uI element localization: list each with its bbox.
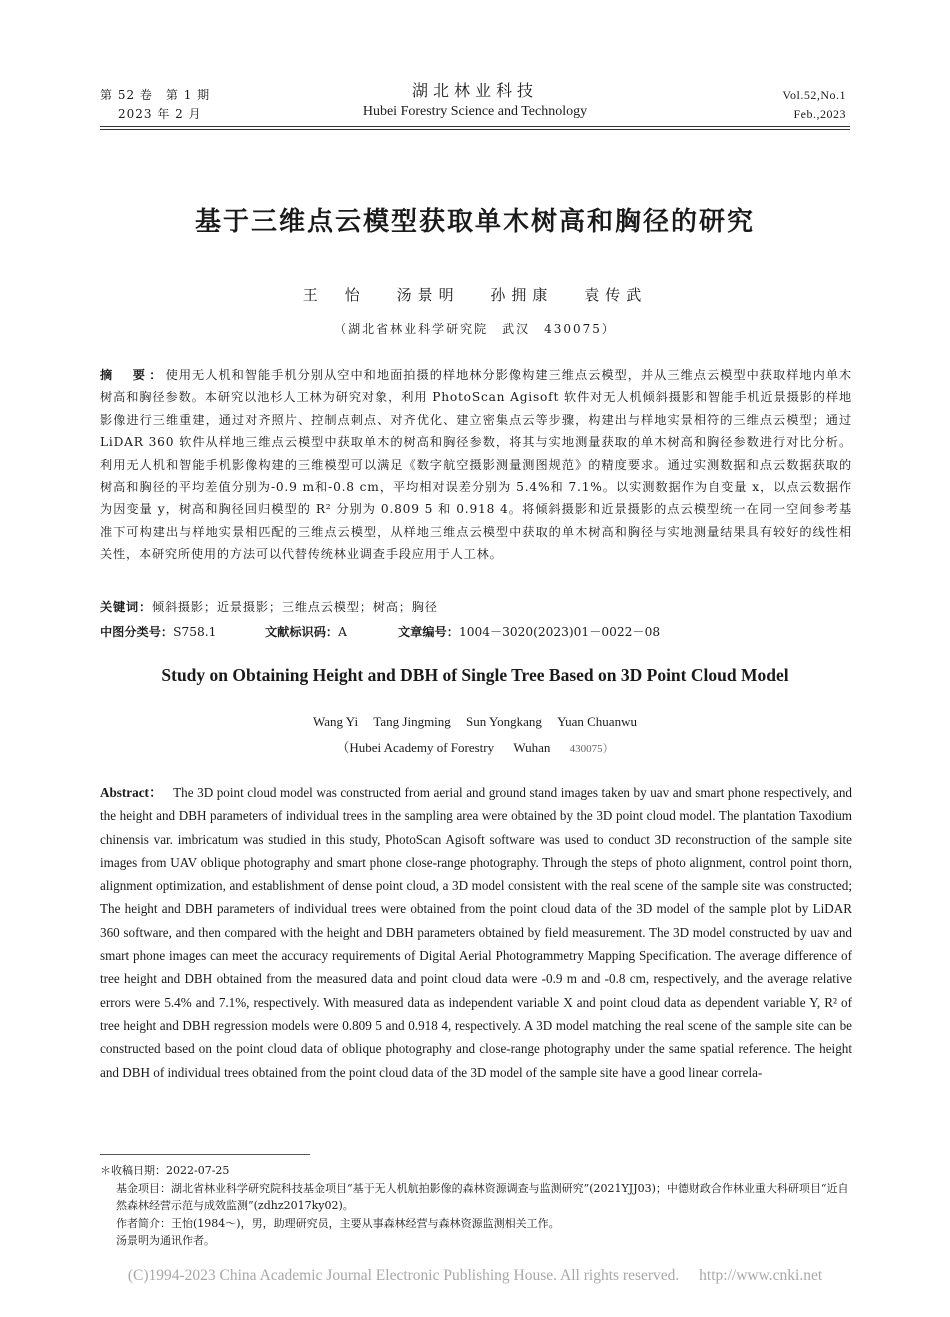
keywords-cn-label: 关键词：: [100, 600, 152, 614]
abstract-cn: [100, 364, 852, 566]
journal-name-cn: 湖北林业科技: [411, 81, 538, 100]
article-number: [398, 623, 660, 640]
affiliation-en-org: （Hubei Academy of Forestry: [336, 740, 495, 755]
author-list-cn: [0, 284, 950, 305]
affiliation-en: [0, 737, 950, 756]
copyright-notice: (C)1994-2023 China Academic Journal Electronic Publishing House. All rights reserved.: [127, 1267, 680, 1284]
volume-issue-cn: 第 52 卷 第 1 期: [100, 88, 211, 102]
date-en: Feb.,2023: [793, 107, 846, 121]
article-number-value: 1004－3020(2023)01－0022－08: [458, 625, 661, 639]
affiliation-en-city: Wuhan: [513, 740, 551, 755]
paper-title-en: Study on Obtaining Height and DBH of Single Tree Based on 3D Point Cloud Model: [161, 665, 789, 685]
author-cn: 袁传武: [584, 286, 648, 304]
document-code: [265, 623, 347, 640]
author-bio: 作者简介：王怡(1984～)，男，助理研究员，主要从事森林经营与森林资源监测相关工作。: [116, 1216, 560, 1230]
author-en: Tang Jingming: [373, 714, 451, 729]
footnotes: [100, 1162, 852, 1250]
clc-label: 中图分类号：: [100, 625, 174, 639]
abstract-en-label: Abstract：: [100, 785, 163, 800]
copyright-watermark: [0, 1267, 950, 1285]
cnki-link[interactable]: http://www.cnki.net: [699, 1267, 823, 1284]
author-list-en: [0, 714, 950, 730]
volume-issue-en: Vol.52,No.1: [782, 88, 846, 102]
header-right: [782, 86, 846, 124]
header-rule-bottom: [100, 129, 850, 130]
article-number-label: 文章编号：: [398, 625, 459, 639]
author-cn: 王 怡: [302, 286, 366, 304]
received-date: ＊收稿日期：2022-07-25: [100, 1164, 230, 1177]
footnote-divider: [100, 1154, 310, 1155]
clc-value: S758.1: [173, 625, 217, 639]
affiliation-en-zip: 430075）: [569, 743, 614, 755]
page-header: [0, 0, 950, 130]
journal-name-en: Hubei Forestry Science and Technology: [362, 104, 588, 119]
author-en: Yuan Chuanwu: [557, 714, 637, 729]
author-en: Sun Yongkang: [466, 714, 542, 729]
author-cn: 孙拥康: [490, 286, 554, 304]
abstract-en-text: The 3D point cloud model was constructed from aerial and ground stand images taken by uav and smart phone respectively, and the height and DBH parameters of individual trees in the sampling area were obtained by the 3D point cloud model. The plantation Taxodium chinensis var. imbricatum was studied in this study, PhotoScan Agisoft software was used to conduct 3D reconstruction of the sample site images from UAV oblique photography and smart phone close-range photography. Through the steps of photo alignment, control point thorn, alignment optimization, and establishment of dense point cloud, a 3D model consistent with the real scene of the sample site was constructed; The height and DBH parameters of individual trees were obtained from the point cloud data of the 3D model of the sample plot by LiDAR 360 software, and then compared with the height and DBH parameters obtained by field measurement. The 3D model constructed by uav and smart phone images can meet the accuracy requirements of Digital Aerial Photogrammetry Mapping Specification. The average difference of tree height and DBH obtained from the measured data and point cloud data were -0.9 m and -0.8 cm, respectively, and the average relative errors were 5.4% and 7.1%, respectively. With measured data as independent variable X and point cloud data as dependent variable Y, R² of tree height and DBH regression models were 0.809 5 and 0.918 4, respectively. A 3D model matching the real scene of the sample site can be constructed based on the point cloud data of oblique photography and close-range photography under the same spatial reference. The height and DBH of individual trees obtained from the point cloud data of the 3D model of the sample site have a good linear correla-: [100, 785, 852, 1080]
keywords-cn: [100, 598, 852, 615]
date-cn: 2023 年 2 月: [118, 107, 202, 121]
paper-title-cn: 基于三维点云模型获取单木树高和胸径的研究: [194, 207, 755, 237]
abstract-cn-text: 使用无人机和智能手机分别从空中和地面拍摄的样地林分影像构建三维点云模型，并从三维点云模型中获取样地内单木树高和胸径参数。本研究以池杉人工林为研究对象，利用 PhotoScan Agisoft 软件对无人机倾斜摄影和智能手机近景摄影的样地影像进行三维重建，通过对齐照片、控制点刺点、对齐优化、建立密集点云等步骤，构建出与样地实景相符的三维点云模型；通过 LiDAR 360 软件从样地三维点云模型中获取单木的树高和胸径参数，将其与实地测量获取的单木树高和胸径参数进行对比分析。利用无人机和智能手机影像构建的三维模型可以满足《数字航空摄影测量测图规范》的精度要求。通过实测数据和点云数据获取的树高和胸径的平均差值分别为-0.9 m和-0.8 cm，平均相对误差分别为 5.4%和 7.1%。以实测数据作为自变量 x，以点云数据作为因变量 y，树高和胸径回归模型的 R² 分别为 0.809 5 和 0.918 4。将倾斜摄影和近景摄影的点云模型统一在同一空间参考基准下可构建出与样地实景相匹配的三维点云模型，从样地三维点云模型中获取的单木树高和胸径与实地测量结果具有较好的线性相关性，本研究所使用的方法可以代替传统林业调查手段应用于人工林。: [100, 368, 852, 562]
abstract-en: [100, 781, 852, 1084]
author-cn: 汤景明: [396, 286, 460, 304]
abstract-cn-label: 摘 要：: [100, 368, 166, 382]
author-en: Wang Yi: [313, 714, 359, 729]
keywords-cn-text: 倾斜摄影；近景摄影；三维点云模型；树高；胸径: [151, 600, 438, 614]
header-rule-top: [100, 126, 850, 127]
doc-code-label: 文献标识码：: [265, 625, 339, 639]
corresponding-author: 汤景明为通讯作者。: [116, 1234, 215, 1247]
doc-code-value: A: [338, 625, 347, 639]
funding-note: 基金项目：湖北省林业科学研究院科技基金项目“基于无人机航拍影像的森林资源调查与监测研究”(2021YJJ03)；中德财政合作林业重大科研项目“近自然森林经营示范与成效监测”(zdhz2017ky02)。: [116, 1181, 849, 1212]
clc-number: [100, 623, 216, 640]
affiliation-cn: （湖北省林业科学研究院 武汉 430075）: [334, 322, 616, 336]
